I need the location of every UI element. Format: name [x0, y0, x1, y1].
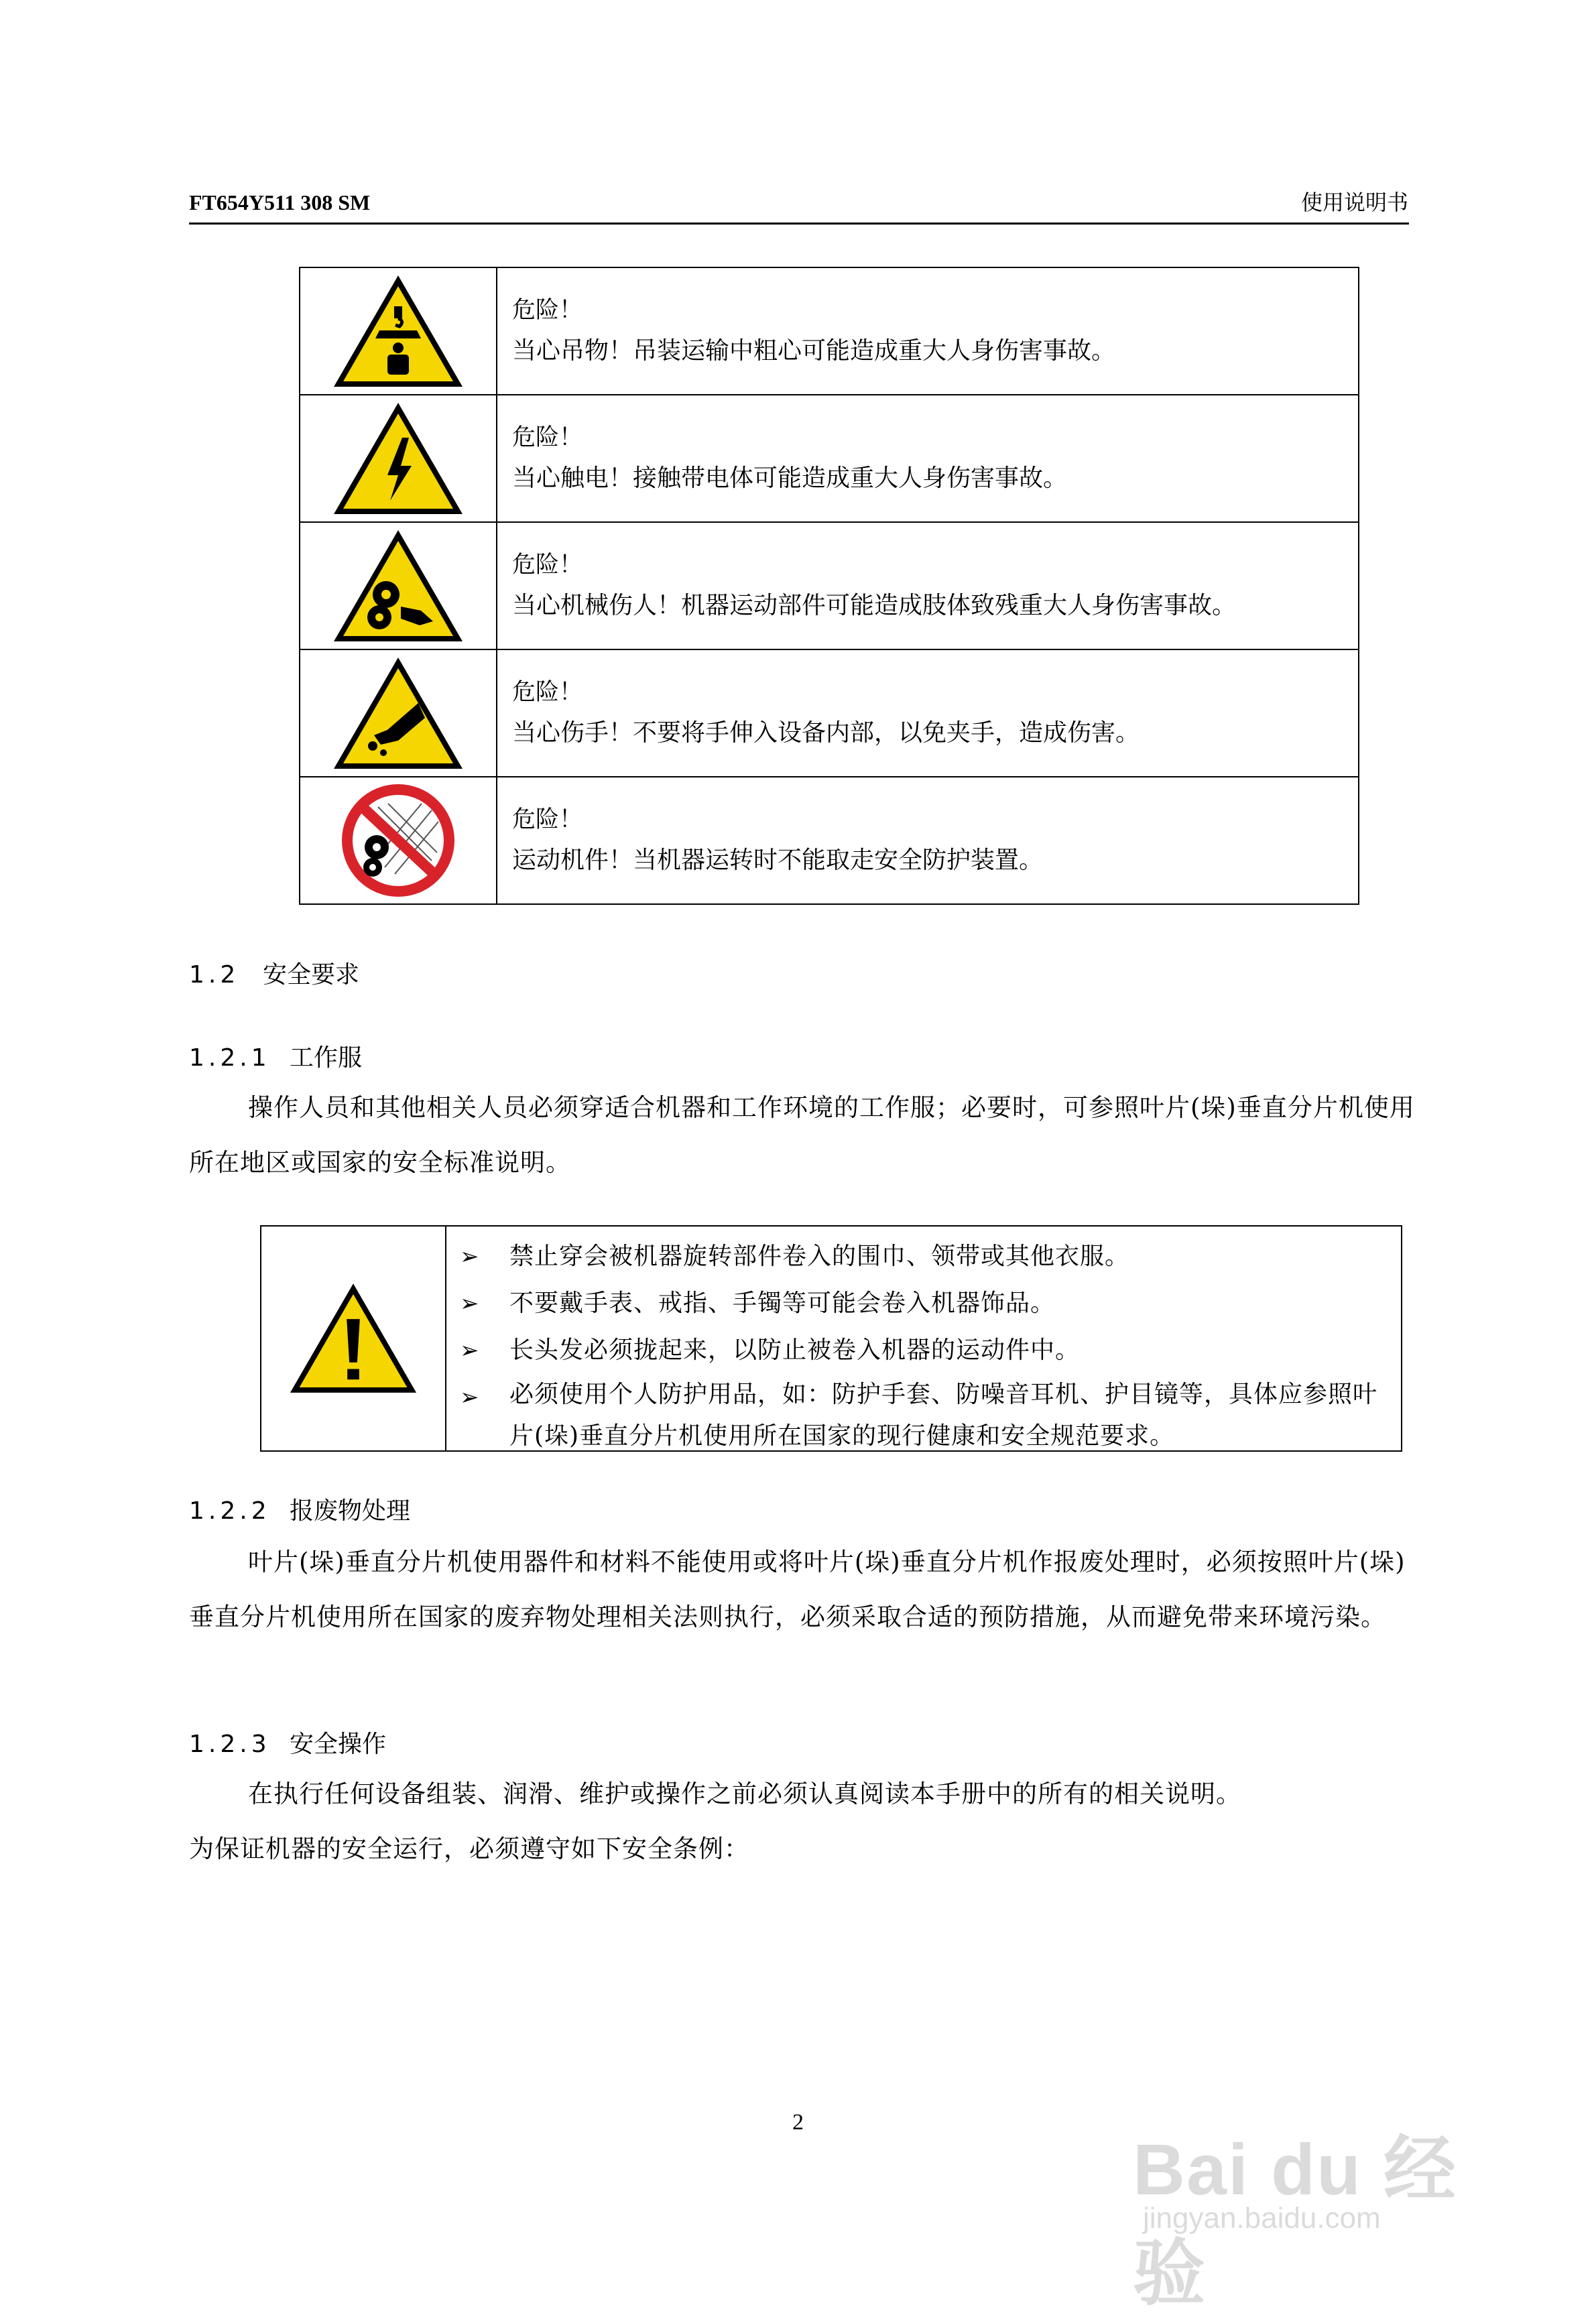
list-item-text: 必须使用个人防护用品，如：防护手套、防噪音耳机、护目镜等，具体应参照叶片(垛)垂直分片机使用所在国家的现行健康和安全规范要求。: [509, 1381, 1378, 1450]
list-item-text: 禁止穿会被机器旋转部件卷入的围巾、领带或其他衣服。: [509, 1243, 1130, 1270]
danger-description: 当心伤手！不要将手伸入设备内部，以免夹手，造成伤害。: [512, 719, 1140, 747]
paragraph-workwear: 操作人员和其他相关人员必须穿适合机器和工作环境的工作服；必要时，可参照叶片(垛)垂直分片机使用所在地区或国家的安全标准说明。: [189, 1093, 1415, 1177]
header-rule: [189, 223, 1409, 225]
danger-description: 当心吊物！吊装运输中粗心可能造成重大人身伤害事故。: [512, 337, 1116, 365]
page-number: 2: [792, 2110, 804, 2135]
danger-row: [300, 267, 1359, 395]
bullet-arrow-icon: ➢: [460, 1384, 479, 1411]
watermark-url: jingyan.baidu.com: [1143, 2202, 1381, 2235]
list-item: [460, 1233, 1401, 1280]
danger-description: 当心机械伤人！机器运动部件可能造成肢体致残重大人身伤害事故。: [512, 592, 1237, 619]
section-title: 安全操作: [290, 1731, 387, 1758]
list-item-text: 不要戴手表、戒指、手镯等可能会卷入机器饰品。: [509, 1290, 1056, 1317]
section-heading-1-2-2: [189, 1495, 410, 1528]
section-heading-1-2-1: [189, 1042, 362, 1075]
doc-type: 使用说明书: [1300, 190, 1408, 215]
section-number: 1.2.3: [189, 1731, 271, 1758]
danger-title: 危险！: [512, 552, 583, 578]
section-title: 安全要求: [263, 961, 360, 989]
doc-code: FT654Y511 308 SM: [189, 190, 371, 214]
section-title: 报废物处理: [290, 1497, 411, 1525]
general-warning-icon: [288, 1281, 419, 1396]
danger-row: [300, 522, 1359, 649]
workwear-list: [446, 1227, 1401, 1450]
bullet-arrow-icon: ➢: [460, 1290, 479, 1317]
danger-row: [300, 649, 1359, 777]
watermark-logo-text: Bai du 经验: [1133, 2129, 1458, 2314]
machine-injury-warning-icon: [331, 527, 465, 645]
hand-injury-warning-icon: [331, 655, 465, 772]
list-item: [460, 1327, 1401, 1374]
danger-row: [300, 777, 1359, 904]
section-number: 1.2.2: [189, 1497, 271, 1525]
section-heading-1-2: [189, 958, 359, 992]
danger-table: [299, 267, 1359, 905]
paragraph-disposal: 叶片(垛)垂直分片机使用器件和材料不能使用或将叶片(垛)垂直分片机作报废处理时，必须按照叶片(垛)垂直分片机使用所在国家的废弃物处理相关法则执行，必须采取合适的预防措施，从而避免带来环境污染。: [189, 1548, 1406, 1631]
list-item-text: 长头发必须拢起来，以防止被卷入机器的运动件中。: [509, 1336, 1081, 1364]
section-number: 1.2.1: [189, 1044, 271, 1072]
danger-title: 危险！: [512, 806, 583, 833]
list-item: [460, 1374, 1401, 1457]
no-removing-guard-prohibition-icon: [338, 780, 458, 901]
section-title: 工作服: [290, 1044, 363, 1072]
danger-row: [300, 395, 1359, 522]
section-number: 1.2: [189, 961, 240, 989]
paragraph-operation-1: 在执行任何设备组装、润滑、维护或操作之前必须认真阅读本手册中的所有的相关说明。: [248, 1779, 1241, 1808]
workwear-warning-box: [260, 1225, 1402, 1452]
paragraph-operation-2: 为保证机器的安全运行，必须遵守如下安全条例：: [189, 1834, 749, 1863]
danger-description: 运动机件！当机器运转时不能取走安全防护装置。: [512, 847, 1044, 874]
hanging-load-warning-icon: [331, 273, 465, 390]
bullet-arrow-icon: ➢: [460, 1337, 479, 1364]
section-heading-1-2-3: [189, 1728, 386, 1761]
baidu-watermark: [1106, 2105, 1495, 2314]
danger-description: 当心触电！接触带电体可能造成重大人身伤害事故。: [512, 464, 1068, 492]
electric-shock-warning-icon: [331, 400, 465, 517]
danger-title: 危险！: [512, 297, 583, 324]
bullet-arrow-icon: ➢: [460, 1243, 479, 1270]
list-item: [460, 1280, 1401, 1327]
danger-title: 危险！: [512, 679, 583, 706]
danger-title: 危险！: [512, 424, 583, 451]
